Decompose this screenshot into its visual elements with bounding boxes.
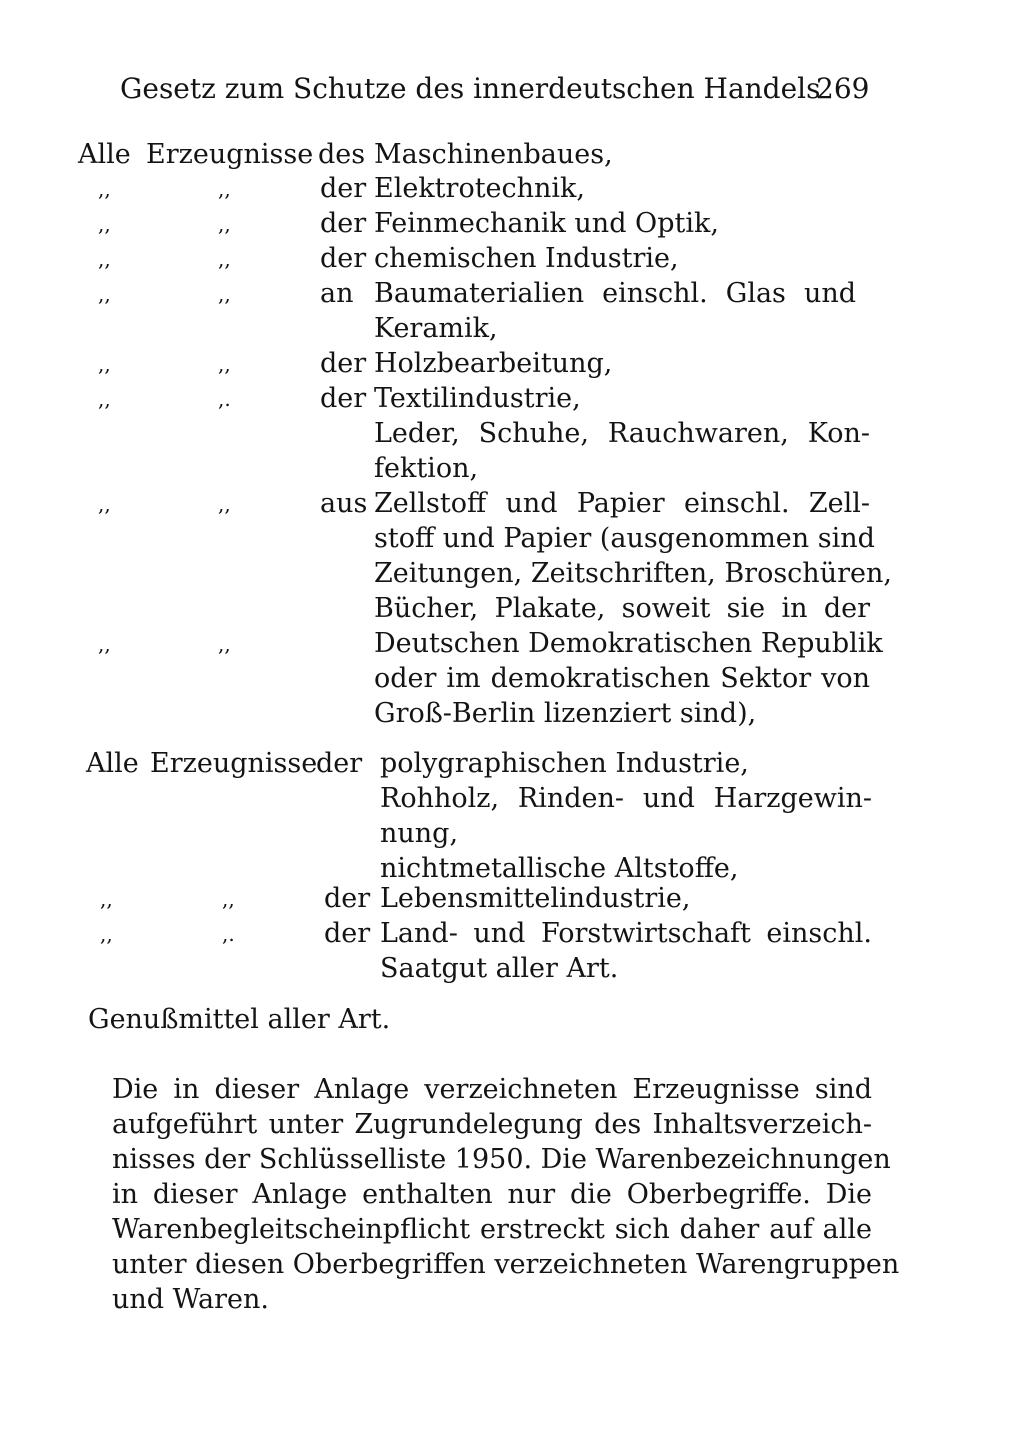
list1-item-text: Bücher, Plakate, soweit sie in der — [374, 593, 870, 624]
list1-prefix: der — [320, 383, 367, 414]
list1-prefix: an — [320, 278, 354, 309]
paragraph-line: Die in dieser Anlage verzeichneten Erzeugnisse sind — [112, 1074, 872, 1105]
list2-item-text: nung, — [380, 818, 459, 849]
list1-prefix: der — [320, 243, 367, 274]
ditto-mark: ,, — [98, 247, 111, 271]
list1-prefix: aus — [320, 488, 368, 519]
list1-item-text: fektion, — [374, 453, 479, 484]
paragraph-line: und Waren. — [112, 1284, 270, 1315]
paragraph-line: nisses der Schlüsselliste 1950. Die Warenbezeichnungen — [112, 1144, 891, 1175]
list1-item-text: Holzbearbeitung, — [374, 348, 613, 379]
list2-prefix: der — [324, 883, 371, 914]
genussmittel-text: Genußmittel aller Art. — [88, 1004, 391, 1035]
ditto-mark: ,, — [98, 282, 111, 306]
list2-item-text: polygraphischen Industrie, — [380, 748, 749, 779]
ditto-mark: ,, — [100, 922, 113, 946]
ditto-mark: ,, — [98, 492, 111, 516]
genussmittel-line — [88, 1003, 390, 1037]
ditto-mark: ,, — [98, 352, 111, 376]
ditto-mark: ,, — [218, 247, 231, 271]
list1-row-5b — [374, 312, 498, 346]
list1-lead-2: Erzeugnisse — [146, 139, 314, 170]
list2-row-5b — [380, 952, 618, 986]
list2-prefix: der — [324, 918, 371, 949]
paragraph-line: aufgeführt unter Zugrundelegung des Inhaltsverzeich- — [112, 1109, 872, 1140]
ditto-mark: ,, — [218, 212, 231, 236]
ditto-mark: ,, — [218, 352, 231, 376]
list1-item-text: Zeitungen, Zeitschriften, Broschüren, — [374, 558, 892, 589]
list1-item-text: Baumaterialien einschl. Glas und — [374, 278, 856, 309]
ditto-mark: ,, — [218, 282, 231, 306]
list1-item-text: Groß-Berlin lizenziert sind), — [374, 698, 757, 729]
list1-row-9g — [374, 697, 756, 731]
list1-item-text: Keramik, — [374, 313, 498, 344]
list2-row-3 — [380, 852, 738, 886]
list1-item-text: Deutschen Demokratischen Republik — [374, 628, 883, 659]
list1-row-8b — [374, 452, 478, 486]
ditto-mark: ,, — [98, 177, 111, 201]
list2-lead-3: der — [316, 748, 363, 779]
running-title: Gesetz zum Schutze des innerdeutschen Handels — [120, 72, 821, 105]
list2-item-text: Land- und Forstwirtschaft einschl. — [380, 918, 872, 949]
list1-prefix: der — [320, 173, 367, 204]
list1-item-text: Feinmechanik und Optik, — [374, 208, 719, 239]
ditto-mark: ,, — [222, 887, 235, 911]
list1-item-text: Leder, Schuhe, Rauchwaren, Kon- — [374, 418, 870, 449]
list1-lead-3: des — [318, 139, 366, 170]
list1-item-text: oder im demokratischen Sektor von — [374, 663, 870, 694]
list2-item-text: Saatgut aller Art. — [380, 953, 619, 984]
list1-item-text: Elektrotechnik, — [374, 173, 586, 204]
list2-row-2b — [380, 817, 458, 851]
list2-lead-1: Alle — [86, 748, 139, 779]
list1-item-text: Textilindustrie, — [374, 383, 581, 414]
ditto-mark: ,, — [98, 387, 111, 411]
ditto-mark: ,, — [218, 492, 231, 516]
paragraph-line: unter diesen Oberbegriffen verzeichneten Warengruppen — [112, 1249, 900, 1280]
list1-prefix: der — [320, 348, 367, 379]
paragraph-line: in dieser Anlage enthalten nur die Oberbegriffe. Die — [112, 1179, 872, 1210]
list1-item-text: stoff und Papier (ausgenommen sind — [374, 523, 875, 554]
ditto-mark: ,, — [98, 632, 111, 656]
list2-item-text: Lebensmittelindustrie, — [380, 883, 691, 914]
list2-item-text: nichtmetallische Altstoffe, — [380, 853, 739, 884]
ditto-mark: ,, — [100, 887, 113, 911]
ditto-mark: ,, — [98, 212, 111, 236]
ditto-mark: ,, — [218, 632, 231, 656]
list1-item-text: Zellstoff und Papier einschl. Zell- — [374, 488, 870, 519]
list2-item-text: Rohholz, Rinden- und Harzgewin- — [380, 783, 872, 814]
list1-prefix: der — [320, 208, 367, 239]
page-number: 269 — [816, 72, 870, 105]
ditto-mark: ,. — [218, 387, 231, 411]
ditto-mark: ,, — [218, 177, 231, 201]
paragraph-line: Warenbegleitscheinpflicht erstreckt sich daher auf alle — [112, 1214, 872, 1245]
list1-item-text: chemischen Industrie, — [374, 243, 679, 274]
list1-lead-1: Alle — [78, 139, 131, 170]
ditto-mark: ,. — [222, 922, 235, 946]
list1-item-text: Maschinenbaues, — [374, 139, 613, 170]
list2-lead-2: Erzeugnisse — [150, 748, 318, 779]
